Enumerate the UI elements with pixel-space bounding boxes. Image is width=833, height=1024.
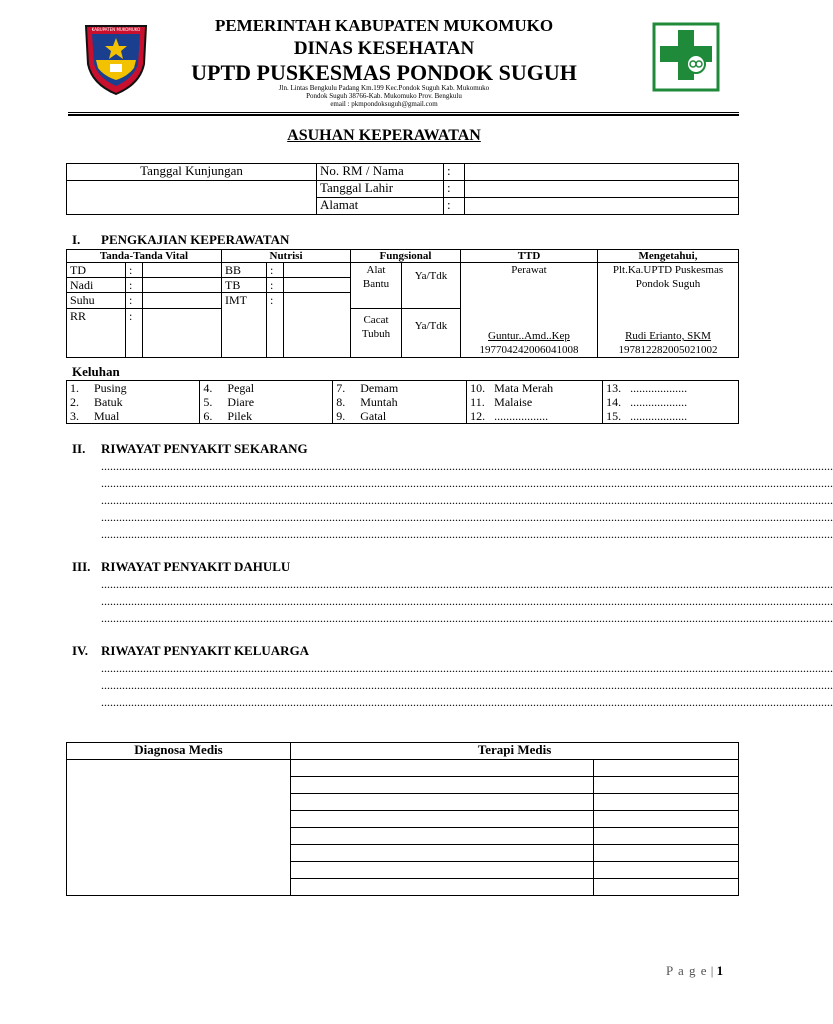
terapi-row-extra[interactable] — [594, 862, 739, 879]
sec2-line-4[interactable]: .................................................................................................................................................................................................................................................... — [101, 510, 833, 524]
keluhan-column — [333, 381, 467, 424]
keluhan-item-label: Batuk — [94, 395, 123, 409]
keluhan-item-label: .................. — [494, 409, 549, 423]
keluhan-item-number: 4. — [203, 381, 213, 395]
keluhan-item-label: Gatal — [360, 409, 387, 423]
section-2-number: II. — [72, 441, 86, 456]
imt-label: IMT — [222, 293, 267, 358]
terapi-row[interactable] — [291, 845, 594, 862]
keluhan-item[interactable] — [336, 395, 463, 409]
ttd-header: TTD — [461, 250, 598, 263]
keluhan-item-number: 6. — [203, 409, 213, 423]
keluhan-item[interactable] — [470, 381, 599, 395]
alamat-field[interactable] — [465, 198, 739, 215]
page-separator: | — [710, 963, 714, 978]
header-address1: Jln. Lintas Bengkulu Padang Km.199 Kec.Pondok Suguh Kab. Mukomuko — [278, 84, 490, 92]
header-line3: UPTD PUSKESMAS PONDOK SUGUH — [191, 60, 577, 85]
terapi-row-extra[interactable] — [594, 794, 739, 811]
nadi-label: Nadi — [67, 278, 126, 293]
section-4-number: IV. — [72, 643, 89, 658]
header-email: email : pkmpondoksuguh@gmail.com — [330, 100, 438, 108]
nutrisi-header: Nutrisi — [222, 250, 351, 263]
kepala-nip: 197812282005021002 — [618, 344, 718, 356]
visit-table — [66, 163, 739, 215]
kepala-cell — [598, 263, 739, 358]
header-rule — [68, 112, 739, 113]
header-rule-bold — [68, 114, 739, 116]
td-field[interactable] — [143, 263, 222, 278]
terapi-row[interactable] — [291, 794, 594, 811]
keluhan-item-number: 7. — [336, 381, 346, 395]
diagnosa-table — [66, 742, 739, 896]
colon: : — [126, 278, 143, 293]
assessment-table — [66, 249, 739, 358]
keluhan-item-number: 5. — [203, 395, 213, 409]
keluhan-item-label: Malaise — [494, 395, 533, 409]
terapi-row[interactable] — [291, 879, 594, 896]
keluhan-item-number: 3. — [70, 409, 79, 423]
keluhan-column — [200, 381, 333, 424]
keluhan-item[interactable] — [70, 409, 196, 423]
keluhan-item[interactable] — [606, 409, 735, 423]
document-title: ASUHAN KEPERAWATAN — [287, 127, 481, 144]
sec2-line-5[interactable]: .................................................................................................................................................................................................................................................... — [101, 527, 833, 541]
terapi-row[interactable] — [291, 777, 594, 794]
colon: : — [444, 198, 465, 215]
colon: : — [444, 164, 465, 181]
keluhan-table — [66, 380, 739, 424]
ttv-header: Tanda-Tanda Vital — [67, 250, 222, 263]
header-line1: PEMERINTAH KABUPATEN MUKOMUKO — [214, 16, 554, 35]
keluhan-title: Keluhan — [72, 364, 120, 379]
sec2-line-3[interactable]: .................................................................................................................................................................................................................................................... — [101, 493, 833, 507]
keluhan-item-number: 11. — [470, 395, 485, 409]
terapi-row-extra[interactable] — [594, 828, 739, 845]
keluhan-item[interactable] — [70, 381, 196, 395]
section-1-title: PENGKAJIAN KEPERAWATAN — [101, 232, 290, 247]
keluhan-item-number: 8. — [336, 395, 346, 409]
keluhan-column — [467, 381, 603, 424]
keluhan-item-number: 12. — [470, 409, 486, 423]
keluhan-item-label: ................... — [630, 409, 688, 423]
keluhan-column — [603, 381, 739, 424]
page-label: P a g e — [666, 963, 708, 978]
section-4-title: RIWAYAT PENYAKIT KELUARGA — [101, 643, 310, 658]
tanggal-kunjungan-field[interactable] — [67, 181, 317, 215]
keluhan-item-label: Muntah — [360, 395, 398, 409]
keluhan-item[interactable] — [470, 409, 599, 423]
sec4-line-2[interactable]: .................................................................................................................................................................................................................................................... — [101, 678, 833, 692]
suhu-field[interactable] — [143, 293, 222, 309]
terapi-row-extra[interactable] — [594, 777, 739, 794]
keluhan-item-label: Mual — [94, 409, 120, 423]
header-address2: Pondok Suguh 38766-Kab. Mukomuko Prov. Bengkulu — [306, 92, 462, 100]
colon: : — [267, 263, 284, 278]
perawat-name: Guntur..Amd..Kep — [488, 330, 570, 342]
alamat-label: Alamat — [317, 198, 444, 215]
tanggal-lahir-field[interactable] — [465, 181, 739, 198]
keluhan-item[interactable] — [203, 409, 329, 423]
keluhan-item-number: 15. — [606, 409, 622, 423]
imt-field[interactable] — [284, 293, 351, 358]
terapi-row[interactable] — [291, 862, 594, 879]
tb-label: TB — [222, 278, 267, 293]
keluhan-item[interactable] — [606, 381, 735, 395]
keluhan-item-label: ................... — [630, 395, 688, 409]
keluhan-item-number: 14. — [606, 395, 622, 409]
keluhan-item[interactable] — [70, 395, 196, 409]
terapi-row-extra[interactable] — [594, 879, 739, 896]
keluhan-item[interactable] — [470, 395, 599, 409]
alat-bantu-label: Alat Bantu — [351, 263, 402, 309]
perawat-cell — [461, 263, 598, 358]
page-footer — [666, 963, 723, 979]
tanggal-kunjungan-label: Tanggal Kunjungan — [67, 164, 317, 181]
bb-field[interactable] — [284, 263, 351, 278]
terapi-row-extra[interactable] — [594, 760, 739, 777]
keluhan-item[interactable] — [336, 409, 463, 423]
colon: : — [126, 293, 143, 309]
fungsional-header: Fungsional — [351, 250, 461, 263]
nadi-field[interactable] — [143, 278, 222, 293]
sec3-line-1[interactable]: .................................................................................................................................................................................................................................................... — [101, 577, 833, 591]
section-3-number: III. — [72, 559, 91, 574]
keluhan-item-number: 13. — [606, 381, 622, 395]
terapi-header: Terapi Medis — [291, 743, 739, 760]
keluhan-column — [67, 381, 200, 424]
diagnosa-field[interactable] — [67, 760, 291, 896]
td-label: TD — [67, 263, 126, 278]
sec4-line-1[interactable]: .................................................................................................................................................................................................................................................... — [101, 661, 833, 675]
mengetahui-header: Mengetahui, — [598, 250, 739, 263]
no-rm-field[interactable] — [465, 164, 739, 181]
perawat-label: Perawat — [511, 264, 547, 276]
rr-field[interactable] — [143, 309, 222, 358]
terapi-row[interactable] — [291, 828, 594, 845]
keluhan-item[interactable] — [336, 381, 463, 395]
tb-field[interactable] — [284, 278, 351, 293]
section-1-number: I. — [72, 232, 81, 247]
terapi-row-extra[interactable] — [594, 845, 739, 862]
keluhan-item-number: 2. — [70, 395, 79, 409]
header-line2: DINAS KESEHATAN — [293, 38, 475, 59]
keluhan-item-number: 9. — [336, 409, 346, 423]
keluhan-item-number: 1. — [70, 381, 79, 395]
suhu-label: Suhu — [67, 293, 126, 309]
perawat-nip: 197704242006041008 — [479, 344, 579, 356]
keluhan-item-label: Diare — [227, 395, 255, 409]
colon: : — [444, 181, 465, 198]
svg-text:KABUPATEN MUKOMUKO: KABUPATEN MUKOMUKO — [91, 27, 141, 32]
keluhan-item-label: Demam — [360, 381, 399, 395]
colon: : — [126, 263, 143, 278]
sec2-line-1[interactable]: .................................................................................................................................................................................................................................................... — [101, 459, 833, 473]
keluhan-item[interactable] — [203, 395, 329, 409]
keluhan-item-label: Pegal — [227, 381, 255, 395]
kepala-name: Rudi Erianto, SKM — [625, 330, 711, 342]
keluhan-item[interactable] — [203, 381, 329, 395]
colon: : — [267, 293, 284, 358]
no-rm-label: No. RM / Nama — [317, 164, 444, 181]
keluhan-item-label: ................... — [630, 381, 688, 395]
terapi-row-extra[interactable] — [594, 811, 739, 828]
keluhan-item-number: 10. — [470, 381, 486, 395]
sec3-line-3[interactable]: .................................................................................................................................................................................................................................................... — [101, 611, 833, 625]
cacat-tubuh-label: Cacat Tubuh — [351, 309, 402, 358]
diagnosa-header: Diagnosa Medis — [67, 743, 291, 760]
bb-label: BB — [222, 263, 267, 278]
keluhan-item-label: Pusing — [94, 381, 127, 395]
sec2-line-2[interactable]: .................................................................................................................................................................................................................................................... — [101, 476, 833, 490]
keluhan-item-label: Pilek — [227, 409, 253, 423]
section-2-title: RIWAYAT PENYAKIT SEKARANG — [101, 441, 308, 456]
sec4-line-3[interactable]: .................................................................................................................................................................................................................................................... — [101, 695, 833, 709]
keluhan-item[interactable] — [606, 395, 735, 409]
terapi-row[interactable] — [291, 760, 594, 777]
tanggal-lahir-label: Tanggal Lahir — [317, 181, 444, 198]
cacat-tubuh-value: Ya/Tdk — [402, 309, 461, 358]
colon: : — [267, 278, 284, 293]
terapi-row[interactable] — [291, 811, 594, 828]
page-number: 1 — [716, 963, 724, 978]
rr-label: RR — [67, 309, 126, 358]
sec3-line-2[interactable]: .................................................................................................................................................................................................................................................... — [101, 594, 833, 608]
section-3-title: RIWAYAT PENYAKIT DAHULU — [101, 559, 291, 574]
kepala-title: Plt.Ka.UPTD Puskesmas Pondok Suguh — [612, 264, 724, 290]
alat-bantu-value: Ya/Tdk — [402, 263, 461, 309]
colon: : — [126, 309, 143, 358]
keluhan-item-label: Mata Merah — [494, 381, 554, 395]
